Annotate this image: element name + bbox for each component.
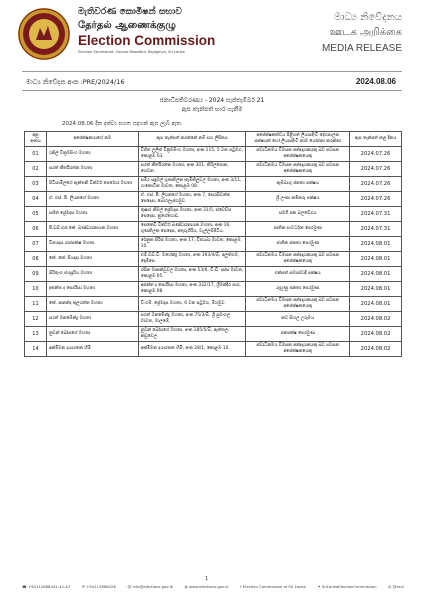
- table-row: [25, 297, 402, 312]
- nominator-party: ස්වාධීනමය විමසන ඡන්දදායකයකු බව පවසන අපේක්ෂකයෙකු: [246, 297, 350, 312]
- nominator-party: ඇම්බාරු ජනතා පක්ෂය: [246, 177, 350, 192]
- candidate-name: ඒ. එස්. පී. ලියනගේ මහතා: [46, 192, 138, 207]
- deposit-date: 2024.08.01: [350, 252, 402, 267]
- letterhead: [0, 0, 424, 68]
- deposit-date: 2024.07.26: [350, 192, 402, 207]
- header-no: අනු අංකය: [25, 132, 47, 147]
- row-number: 06: [25, 222, 47, 237]
- depositor-details: අජන්ත ද සොයිසා මහතා, අංක 332/17, ශ්‍රීමන්දිර පාර, කොළඹ 08.: [138, 282, 246, 297]
- deposit-date: 2024.08.01: [350, 237, 402, 252]
- row-number: 03: [25, 177, 47, 192]
- candidate-name: අක්මිමන දයාරතන හිමි: [46, 342, 138, 357]
- row-number: 02: [25, 162, 47, 177]
- deposit-date: 2024.08.02: [350, 327, 402, 342]
- candidate-name: අජන්ත ද සොයිසා මහතා: [46, 282, 138, 297]
- org-name-tamil: தேர்தல் ஆணைக்குழு: [78, 20, 176, 31]
- depositor-details: සරත් කීර්තිරත්න මහතා, අංක 301, කිරිලපොන, ගෙවන.: [138, 162, 246, 177]
- deposit-date: 2024.08.01: [350, 282, 402, 297]
- row-number: 14: [25, 342, 47, 357]
- fax-number: +94112868426: [86, 584, 116, 589]
- org-name-english: Election Commission: [78, 33, 216, 48]
- twitter-contact[interactable]: ✦ SriLankaElectionCommission: [317, 584, 377, 589]
- depositor-details: එම්.ඩබ්.ඩී. මහේන්ද්‍ර මහතා, අංක 193/4/බී, අලුත්ගම, දොම්පෙ.: [138, 252, 246, 267]
- document-subtitle: ඇප තැන්පත් භාර ගැනීම: [181, 106, 243, 113]
- ref-divider: [22, 90, 402, 91]
- document-title: ජනාධිපතිවරණය - 2024 සැප්තැම්බර් 21: [159, 97, 265, 104]
- page-number: 1: [205, 576, 209, 582]
- phone-contact: ☎ +94112868441-42-43: [22, 584, 71, 589]
- header-nominator: අපේක්ෂකත්වය පිළිගත් ලියාපදිංචි දේශපාලන පක්ෂයක් හෝ ලියාපදිංචි නාම යෝජනා කරන්නා: [246, 132, 350, 147]
- org-name-sinhala: මැතිවරණ කොමිෂන් සභාව: [78, 7, 182, 17]
- row-number: 01: [25, 147, 47, 162]
- footer-contacts: [22, 584, 404, 589]
- table-row: [25, 147, 402, 162]
- row-number: 10: [25, 282, 47, 297]
- deposit-date: 2024.08.02: [350, 342, 402, 357]
- website[interactable]: www.elections.gov.lk: [188, 584, 229, 589]
- depositor-details: විජිත ලලිත් වික්‍රමසිංහ මහතා, අංක 115, 5 වන පටුමග, කොළඹ 03.: [138, 147, 246, 162]
- depositor-details: අක්මිමන දයාරතන හිමි, අංක 28/1, කොළඹ 10.: [138, 342, 246, 357]
- table-row: [25, 267, 402, 282]
- depositor-details: සරත් මනමේන්ද්‍ර මහතා, අංක 75/3/බී, ශ්‍රී සුමංගල මාවත, මාලඹේ.: [138, 312, 246, 327]
- table-header-row: [25, 132, 402, 147]
- nominator-party: ස්වාධීනමය විමසන ඡන්දදායකයකු බව පවසන අපේක්ෂකයෙකු: [246, 342, 350, 357]
- nominator-party: ජාතික ජනතා පෙරමුණ: [246, 237, 350, 252]
- row-number: 12: [25, 312, 47, 327]
- table-row: [25, 342, 402, 357]
- header-depositor: ඇප තැන්පත් කරන්නේ නම් සහ ලිපිනය: [138, 132, 246, 147]
- email-contact[interactable]: @ info@elections.gov.lk: [127, 584, 173, 589]
- phone-number: +94112868441-42-43: [27, 584, 71, 589]
- media-release-english: MEDIA RELEASE: [321, 43, 402, 54]
- row-number: 13: [25, 327, 47, 342]
- intro-text: 2024.08.06 දින දක්වා පහත සඳහන් ඇප ලැබී ඇත.: [62, 121, 183, 127]
- candidate-name: විජයදාස රාජපක්ෂ මහතා: [46, 237, 138, 252]
- deposit-date: 2024.08.02: [350, 312, 402, 327]
- depositor-details: සෙනෙවි වික්ටර් බණ්ඩාරනායක මහතා, අංක 16, ගුණතිලක පෙදෙස, අතුරුගිරිය, වැල්ලම්පිටිය.: [138, 222, 246, 237]
- table-row: [25, 177, 402, 192]
- deposit-table: [24, 131, 402, 357]
- org-address: Election Secretariat, Sarana Mawatha, Rajagiriya, Sri Lanka: [78, 50, 185, 54]
- depositor-details: රේනුක පිරිස් මහතා, අංක 17, විජයබා මාවත, කොළඹ 10.: [138, 237, 246, 252]
- media-release-sinhala: මාධ්‍ය නිවේදනය: [334, 12, 402, 23]
- deposit-date: 2024.07.26: [350, 162, 402, 177]
- table-row: [25, 192, 402, 207]
- depositor-details: වී.එම්. ප්‍රේමදාස මහතා, 6 වන පටුමග, මීගමුව.: [138, 297, 246, 312]
- row-number: 05: [25, 207, 47, 222]
- release-date: 2024.08.06: [355, 77, 396, 86]
- table-row: [25, 207, 402, 222]
- nominator-party: නව සිහල උරුමය: [246, 312, 350, 327]
- candidate-name: කේ. කේ. පියදාස මහතා: [46, 252, 138, 267]
- deposit-date: 2024.07.26: [350, 177, 402, 192]
- depositor-details: සමීර සඳුමල් ගුණතිලක කැමිකිලුවල මහතා, අංක 3/11, ගංකොටින මාවත, කොළඹ 08.: [138, 177, 246, 192]
- candidate-name: කේ. ආනන්ද කුලරත්න මහතා: [46, 297, 138, 312]
- fax-contact: ✉ +94112868426: [81, 584, 116, 589]
- depositor-details: නුවන් බෝපගේ මහතා, අංක 185/5/බී, ඇත්තල, කඩුවෙල.: [138, 327, 246, 342]
- web-contact[interactable]: ◍ www.elections.gov.lk: [184, 584, 229, 589]
- candidate-name: සරත් කීර්තිරත්න මහතා: [46, 162, 138, 177]
- nominator-party: ජනපක්ෂ පෙරමුණ: [246, 327, 350, 342]
- emblem-logo: [16, 6, 72, 62]
- candidate-name: නුවන් බෝපගේ මහතා: [46, 327, 138, 342]
- instagram-handle[interactable]: @ecsl: [392, 584, 404, 589]
- nominator-party: එක්සත් සමාජවාදී පක්ෂය: [246, 267, 350, 282]
- table-row: [25, 222, 402, 237]
- table-row: [25, 237, 402, 252]
- row-number: 09: [25, 267, 47, 282]
- row-number: 07: [25, 237, 47, 252]
- table-row: [25, 282, 402, 297]
- deposit-date: 2024.08.01: [350, 267, 402, 282]
- row-number: 08: [25, 252, 47, 267]
- table-row: [25, 327, 402, 342]
- table-row: [25, 252, 402, 267]
- row-number: 04: [25, 192, 47, 207]
- candidate-name: රනිල් වික්‍රමසිංහ මහතා: [46, 147, 138, 162]
- nominator-party: ශ්‍රී ලංකා කම්කරු පක්ෂය: [246, 192, 350, 207]
- header-date: ඇප තැන්පත් කළ දිනය: [350, 132, 402, 147]
- table-row: [25, 312, 402, 327]
- header-divider: [22, 71, 402, 72]
- candidate-name: පිටිසාමිලගේ ඇන්තනි වික්ටර් පෙරේරා මහතා: [46, 177, 138, 192]
- deposit-date: 2024.07.31: [350, 207, 402, 222]
- nominator-party: ස්වාධීනමය විමසන ඡන්දදායකයකු බව පවසන අපේක්ෂකයෙකු: [246, 162, 350, 177]
- facebook-name[interactable]: Election Commission of Sri Lanka: [242, 584, 306, 589]
- twitter-handle[interactable]: SriLankaElectionCommission: [321, 584, 377, 589]
- reference-number: මාධ්‍ය නිවේදන අංක :PRE/2024/16: [26, 78, 125, 86]
- depositor-details: තුෂාර නිමල් ප්‍රේමදාස මහතා, අංක 31/5, ස්වෙච්ඡ පෙදෙස, නුගේගොඩ.: [138, 207, 246, 222]
- header-candidate: අපේක්ෂකයාගේ නම: [46, 132, 138, 147]
- nominator-party: ජාතික සංවර්ධන පෙරමුණ: [246, 222, 350, 237]
- candidate-name: පී.ඩබ්.එස්.කේ. බණ්ඩාරනායක මහතා: [46, 222, 138, 237]
- email-address[interactable]: info@elections.gov.lk: [132, 584, 173, 589]
- nominator-party: රුහුණු ජනතා පෙරමුණ: [246, 282, 350, 297]
- facebook-contact[interactable]: f Election Commission of Sri Lanka: [240, 584, 306, 589]
- row-number: 11: [25, 297, 47, 312]
- nominator-party: සමගි ජන බලවේගය: [246, 207, 350, 222]
- depositor-details: රසික මාකන්ඩුවල මහතා, අංක 53/6, ඩී.ඩී. දස්ස මාවත, කොළඹ 05.: [138, 267, 246, 282]
- candidate-name: සිරිතුංග ජයසූරිය මහතා: [46, 267, 138, 282]
- deposit-date: 2024.07.31: [350, 222, 402, 237]
- table-row: [25, 162, 402, 177]
- media-release-tamil: ஊடக அறிக்கை: [329, 27, 402, 38]
- candidate-name: සජිත් ප්‍රේමදාස මහතා: [46, 207, 138, 222]
- instagram-contact[interactable]: ◎ @ecsl: [388, 584, 404, 589]
- candidate-name: සරත් මනමේන්ද්‍ර මහතා: [46, 312, 138, 327]
- nominator-party: ස්වාධීනමය විමසන ඡන්දදායකයකු බව පවසන අපේක්ෂකයෙකු: [246, 252, 350, 267]
- nominator-party: ස්වාධීනමය විමසන ඡන්දදායකයකු බව පවසන අපේක්ෂකයෙකු: [246, 147, 350, 162]
- depositor-details: ඒ. එස්. පී. ලියනගේ මහතා, අංක 7, සෙරසිවන්ත පෙදෙස, බොරලැස්ගමුව.: [138, 192, 246, 207]
- deposit-date: 2024.08.01: [350, 297, 402, 312]
- deposit-date: 2024.07.26: [350, 147, 402, 162]
